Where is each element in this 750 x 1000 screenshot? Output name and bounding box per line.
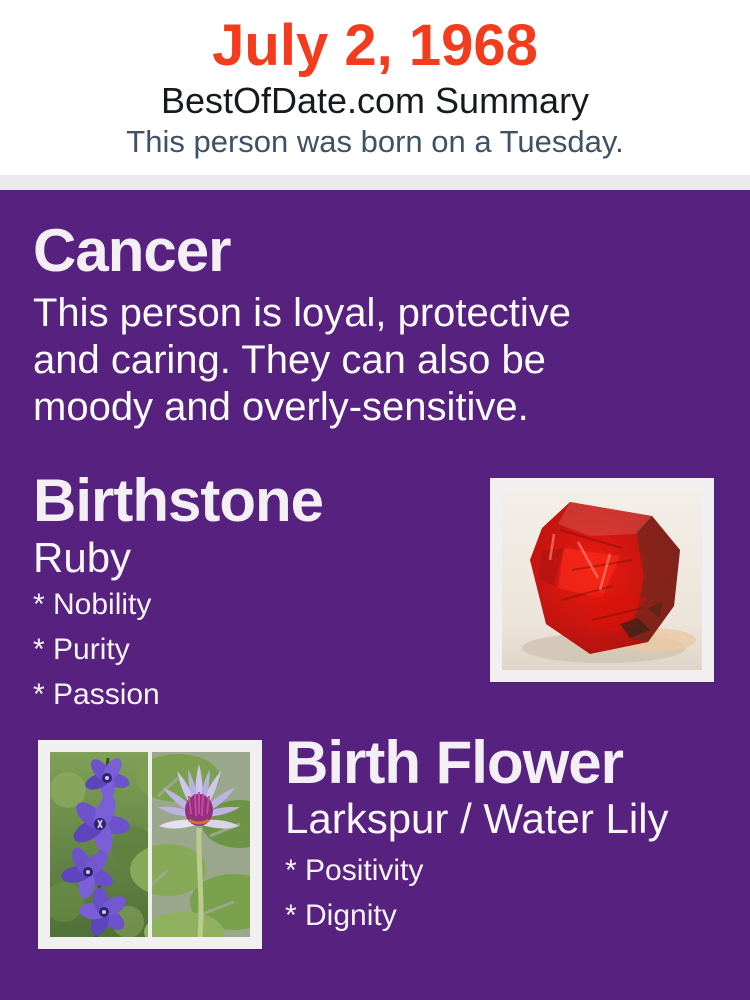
summary-body [0, 190, 750, 1000]
birthstone-trait: * Passion [33, 678, 160, 711]
weekday-note: This person was born on a Tuesday. [126, 124, 624, 159]
zodiac-sign-heading: Cancer [33, 217, 231, 284]
birth-flower-traits-list [285, 848, 423, 938]
header [0, 0, 750, 175]
birthstone-traits-list [33, 582, 160, 717]
birth-flower-name: Larkspur / Water Lily [285, 795, 669, 842]
birthstone-heading: Birthstone [33, 467, 323, 534]
birthstone-trait: * Nobility [33, 588, 152, 621]
divider-band [0, 175, 750, 190]
zodiac-description-line: and caring. They can also be [33, 338, 546, 382]
birthstone-name: Ruby [33, 534, 132, 581]
site-summary-title: BestOfDate.com Summary [160, 80, 590, 121]
larkspur-water-lily-illustration [50, 752, 250, 937]
birth-flower-heading: Birth Flower [285, 729, 624, 796]
ruby-gemstone-photo [490, 478, 714, 682]
ruby-gemstone-illustration [502, 490, 702, 670]
zodiac-description-line: This person is loyal, protective [33, 291, 572, 335]
birthstone-trait: * Purity [33, 633, 130, 666]
zodiac-description [33, 290, 693, 431]
larkspur-and-water-lily-photo [38, 740, 262, 949]
zodiac-description-line: moody and overly-sensitive. [33, 385, 529, 429]
page-title-date: July 2, 1968 [212, 13, 538, 78]
birth-flower-trait: * Dignity [285, 899, 397, 932]
birth-flower-trait: * Positivity [285, 854, 424, 887]
